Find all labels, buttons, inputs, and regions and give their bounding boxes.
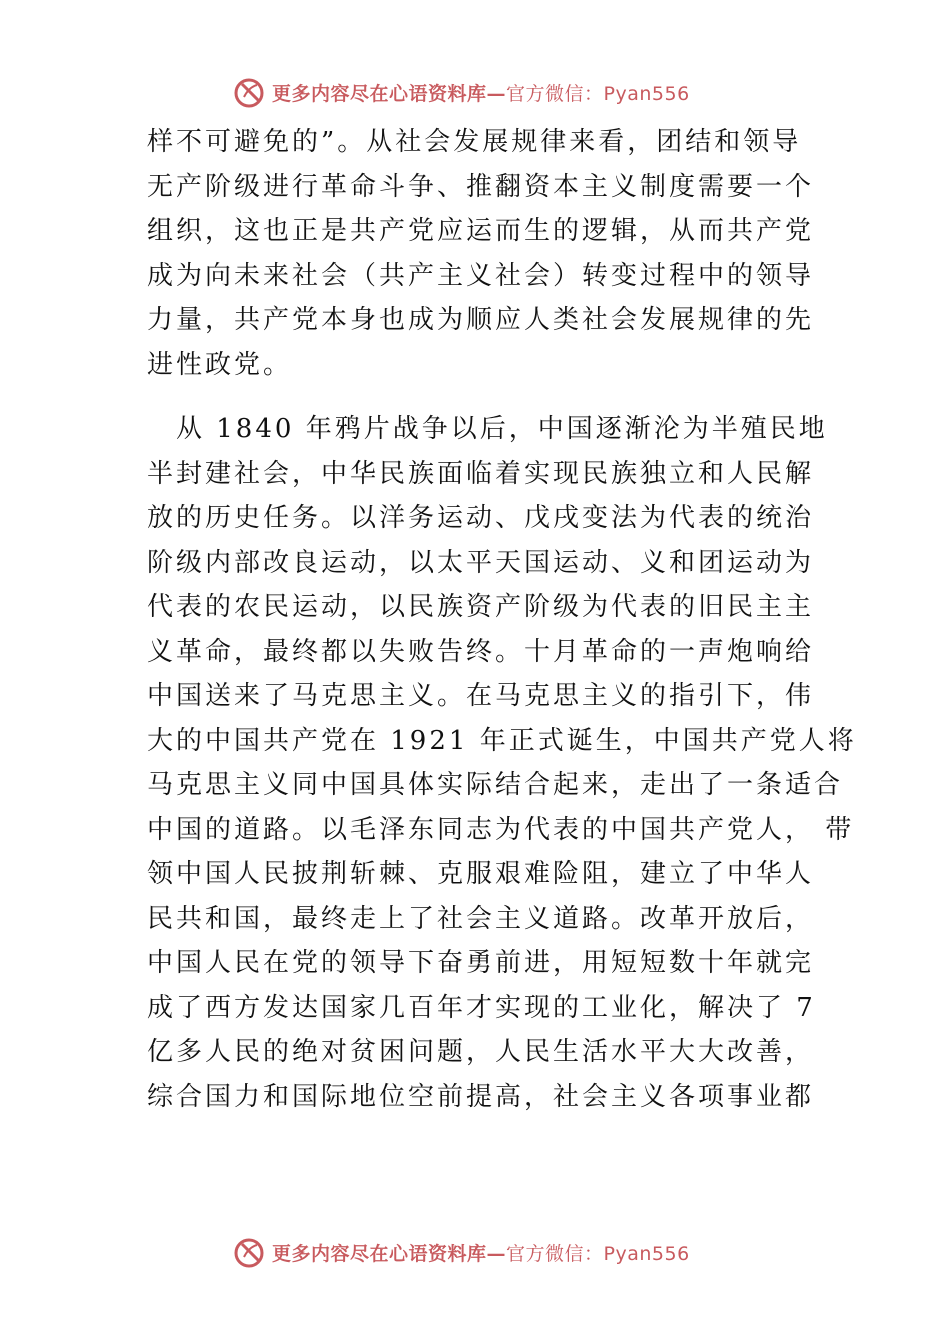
text-line: 成为向未来社会（共产主义社会）转变过程中的领导	[147, 260, 815, 291]
text-line: 样不可避免的”。从社会发展规律来看，团结和领导	[147, 127, 802, 157]
text-line: 代表的农民运动，以民族资产阶级为代表的旧民主主	[147, 592, 815, 622]
text-line: 进性政党。	[147, 349, 293, 380]
text-line: 大的中国共产党在 1921 年正式诞生，中国共产党人将	[147, 725, 857, 756]
paragraph-1	[147, 120, 827, 387]
footer-banner	[232, 1232, 690, 1272]
text-line: 成了西方发达国家几百年才实现的工业化，解决了 7	[147, 992, 816, 1023]
text-line: 中国人民在党的领导下奋勇前进，用短短数十年就完	[147, 948, 815, 978]
text-line: 亿多人民的绝对贫困问题，人民生活水平大大改善，	[147, 1037, 815, 1067]
text-line: 中国送来了马克思主义。在马克思主义的指引下，伟	[147, 681, 815, 711]
brand-logo-icon	[232, 1235, 266, 1269]
text-line: 力量，共产党本身也成为顺应人类社会发展规律的先	[147, 305, 815, 335]
paragraph-gap	[147, 387, 827, 407]
text-line: 半封建社会，中华民族面临着实现民族独立和人民解	[147, 458, 815, 489]
text-line: 综合国力和国际地位空前提高，社会主义各项事业都	[147, 1081, 815, 1112]
header-banner	[232, 72, 690, 112]
document-body	[147, 120, 857, 1119]
banner-text: 更多内容尽在心语资料库—官方微信：Pyan556	[272, 1242, 690, 1265]
brand-logo-icon	[232, 75, 266, 109]
text-line: 马克思主义同中国具体实际结合起来，走出了一条适合	[147, 770, 844, 800]
text-line: 领中国人民披荆斩棘、克服艰难险阻，建立了中华人	[147, 859, 815, 889]
text-line: 民共和国，最终走上了社会主义道路。改革开放后，	[147, 903, 815, 934]
text-line: 无产阶级进行革命斗争、推翻资本主义制度需要一个	[147, 171, 815, 202]
text-line: 放的历史任务。以洋务运动、戊戌变法为代表的统治	[147, 503, 815, 533]
text-line: 从 1840 年鸦片战争以后，中国逐渐沦为半殖民地	[147, 414, 828, 444]
text-line: 阶级内部改良运动，以太平天国运动、义和团运动为	[147, 547, 815, 578]
text-line: 组织，这也正是共产党应运而生的逻辑，从而共产党	[147, 216, 815, 246]
text-line: 中国的道路。以毛泽东同志为代表的中国共产党人， 带	[147, 814, 855, 845]
banner-text: 更多内容尽在心语资料库—官方微信：Pyan556	[272, 82, 690, 105]
text-line: 义革命，最终都以失败告终。十月革命的一声炮响给	[147, 636, 815, 667]
paragraph-2	[147, 407, 857, 1119]
